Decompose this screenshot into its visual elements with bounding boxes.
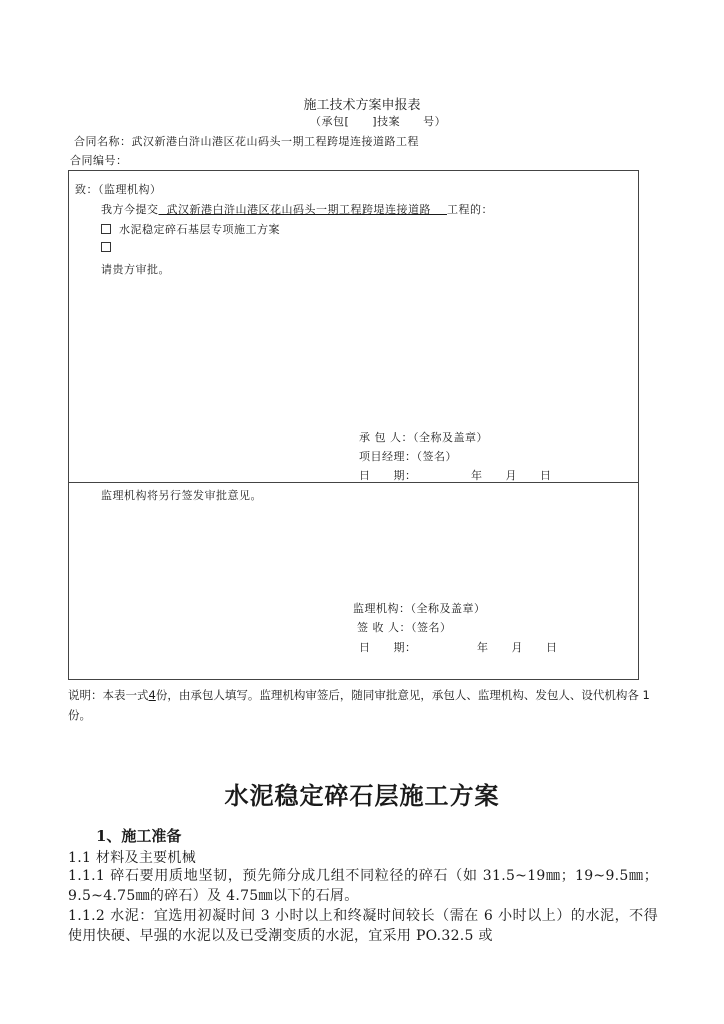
item-1-label: 水泥稳定碎石基层专项施工方案: [119, 223, 280, 236]
submit-prefix: 我方今提交: [101, 203, 159, 216]
paragraph-1-1-1: 1.1.1 碎石要用质地坚韧，预先筛分成几组不同粒径的碎石（如 31.5~19㎜；19~9.5㎜；9.5~4.75㎜的碎石）及 4.75㎜以下的石屑。: [68, 868, 658, 904]
submit-suffix: 工程的：: [447, 203, 493, 216]
opinion-text: 监理机构将另行签发审批意见。: [101, 489, 262, 502]
receiver-line: 签 收 人：（签名）: [357, 621, 452, 634]
contract-name-row: [74, 133, 419, 149]
contract-no-label: 合同编号：: [70, 154, 128, 167]
date-label: 日 期：: [359, 469, 417, 482]
form-note: 说明：本表一式4份，由承包人填写。监理机构审签后，随同审批意见，承包人、监理机构、发包人、设代机构各 1 份。: [68, 688, 650, 722]
form-subtitle: （承包[ ]技案 号）: [310, 115, 447, 128]
item-row-2: [101, 241, 119, 254]
to-line: 致：（监理机构）: [75, 183, 162, 196]
section-heading: 1、施工准备: [96, 827, 182, 845]
checkbox[interactable]: [101, 242, 111, 252]
date-fields: 年 月 日: [471, 469, 552, 482]
subsection-heading: 1.1 材料及主要机械: [68, 850, 197, 866]
document-title: 水泥稳定碎石层施工方案: [224, 781, 500, 810]
agency-line: 监理机构：（全称及盖章）: [353, 602, 486, 615]
copies-count: 4: [148, 688, 156, 702]
paragraph-1-1-2: 1.1.2 水泥：宜选用初凝时间 3 小时以上和终凝时间较长（需在 6 小时以上）的水泥，不得使用快硬、早强的水泥以及已受潮变质的水泥，宜采用 PO.32.5 或: [68, 908, 658, 944]
date-label: 日 期：: [359, 641, 417, 654]
submission-box: [68, 170, 639, 483]
checkbox[interactable]: [101, 224, 111, 234]
request-text: 请贵方审批。: [101, 263, 170, 276]
submit-line: [101, 201, 493, 217]
contract-name-label: 合同名称：: [74, 135, 132, 148]
manager-line: 项目经理：（签名）: [359, 450, 457, 463]
contract-name-value: 武汉新港白浒山港区花山码头一期工程跨堤连接道路工程: [131, 135, 419, 148]
submit-project: 武汉新港白浒山港区花山码头一期工程跨堤连接道路: [166, 203, 431, 216]
review-box: [68, 482, 639, 680]
date-fields: 年 月 日: [477, 641, 558, 654]
contractor-line: 承 包 人：（全称及盖章）: [359, 431, 488, 444]
form-title: 施工技术方案申报表: [303, 98, 421, 113]
item-row-1: [101, 221, 280, 237]
